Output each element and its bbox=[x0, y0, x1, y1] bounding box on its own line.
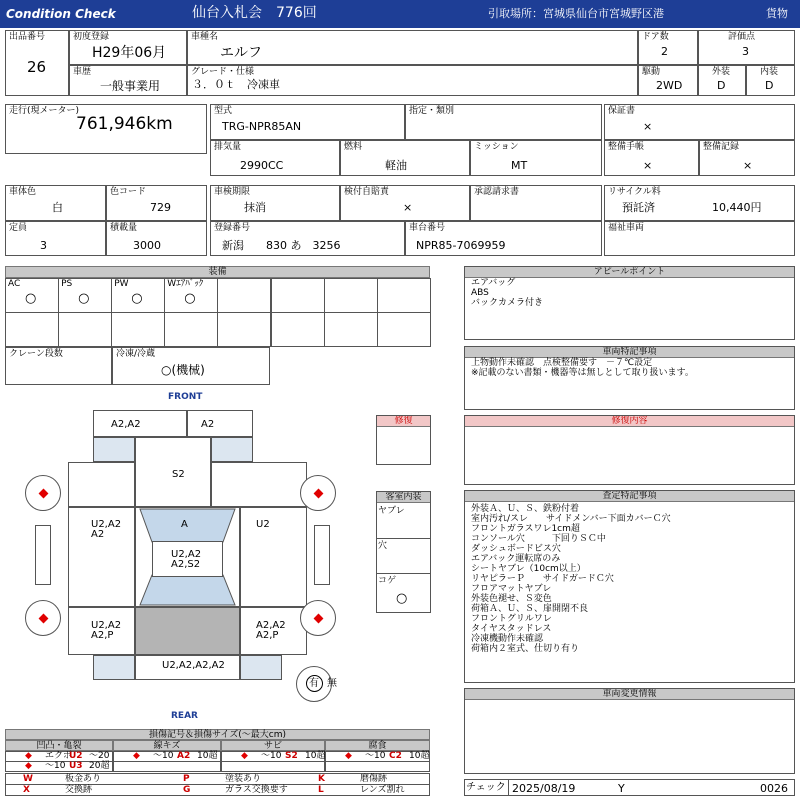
equipment-title: 装備 bbox=[5, 266, 430, 278]
burn-label: コゲ bbox=[378, 576, 397, 586]
equipment-slot bbox=[217, 312, 271, 347]
legend-group-title: 腐食 bbox=[325, 740, 430, 751]
load-label: 積載量 bbox=[110, 223, 138, 233]
side-right-upper bbox=[211, 462, 307, 507]
wheel-front-right-icon bbox=[300, 475, 336, 511]
legend-size-large: 10超 bbox=[197, 751, 218, 761]
plate-label: 登録番号 bbox=[214, 223, 251, 233]
legend-code-letter: X bbox=[23, 785, 30, 795]
damage-hood: S2 bbox=[172, 469, 185, 480]
inspector-line: フロアマットヤブレ bbox=[471, 584, 552, 594]
legend-code-label: U2 bbox=[69, 751, 83, 761]
equipment-value: ○ bbox=[184, 291, 196, 306]
interior-value: D bbox=[765, 79, 774, 92]
interior-divider-1 bbox=[376, 538, 431, 539]
legend-size-large: 〜20 bbox=[89, 751, 110, 761]
inspector-line: 外装色褪せ、Ｓ変色 bbox=[471, 594, 552, 604]
inspector-line: リヤピラーＰ サイドガードＣ穴 bbox=[471, 574, 614, 584]
color-label: 車体色 bbox=[9, 187, 37, 197]
equipment-slot bbox=[377, 312, 431, 347]
recycle-label: リサイクル料 bbox=[608, 187, 661, 197]
interior-divider-2 bbox=[376, 573, 431, 574]
interior-label: 内装 bbox=[760, 67, 779, 77]
change-title: 車両変更情報 bbox=[465, 689, 794, 700]
legend-code-meaning: 交換跡 bbox=[65, 785, 93, 795]
drive-value: 2WD bbox=[656, 79, 683, 92]
frame-label: 車台番号 bbox=[409, 223, 446, 233]
rear-fender-right bbox=[240, 655, 282, 680]
repair-title: 修復 bbox=[377, 416, 430, 427]
damage-front-right: A2 bbox=[201, 419, 215, 430]
inspector-line: フロントグリルワレ bbox=[471, 614, 552, 624]
crane-label: クレーン段数 bbox=[9, 349, 63, 359]
code-label: 色コード bbox=[110, 187, 147, 197]
damage-right-door: U2 bbox=[256, 519, 270, 530]
equipment-slot bbox=[5, 312, 59, 347]
legend-title: 損傷記号＆損傷サイズ(〜最大cm) bbox=[5, 729, 430, 740]
fuel-label: 燃料 bbox=[344, 142, 363, 152]
legend-code-letter: K bbox=[318, 774, 325, 784]
mission-value: MT bbox=[511, 159, 528, 172]
history-value: 一般事業用 bbox=[100, 79, 161, 93]
inspector-line: タイヤスタッドレス bbox=[471, 624, 552, 634]
equipment-label: Wｴｱﾊﾞｯｸ bbox=[167, 279, 204, 289]
legend-code-letter: P bbox=[183, 774, 190, 784]
legend-code-meaning: 塗装あり bbox=[225, 774, 262, 784]
warranty-label: 保証書 bbox=[608, 106, 636, 116]
legend-cell bbox=[113, 761, 221, 772]
plate-value: 新潟 830 あ 3256 bbox=[222, 239, 341, 252]
inspector-line: エアバック運転席のみ bbox=[471, 554, 561, 564]
rear-label: REAR bbox=[171, 711, 198, 721]
header-title: 仙台入札会 776回 bbox=[192, 5, 317, 21]
type-value: TRG-NPR85AN bbox=[222, 120, 302, 133]
inspector-line: ダッシュボードビス穴 bbox=[471, 544, 561, 554]
lot-label: 出品番号 bbox=[9, 32, 46, 42]
inspector-title: 査定特記事項 bbox=[465, 491, 794, 502]
fender-left-front bbox=[93, 437, 135, 462]
legend-size-small: 〜10 bbox=[261, 751, 282, 761]
legend-group-title: 線キズ bbox=[113, 740, 221, 751]
legend-code-meaning: レンズ割れ bbox=[360, 785, 405, 795]
damage-right-rear: A2,A2 A2,P bbox=[256, 620, 286, 641]
spare-yes: 有 bbox=[309, 678, 319, 689]
legend-size-large: 20超 bbox=[89, 761, 110, 771]
type-label: 型式 bbox=[214, 106, 233, 116]
equipment-value: ○ bbox=[131, 291, 143, 306]
model-label: 車種名 bbox=[191, 32, 219, 42]
inspector-line: 荷箱内２室式、仕切り有り bbox=[471, 644, 580, 654]
inspector-line: コンソール穴 下回りＳＣ中 bbox=[471, 534, 606, 544]
fridge-label: 冷凍/冷蔵 bbox=[116, 349, 156, 359]
reg-value: H29年06月 bbox=[92, 45, 167, 61]
change-panel bbox=[464, 688, 795, 774]
approval-label: 承認請求書 bbox=[474, 187, 520, 197]
equipment-slot bbox=[324, 278, 378, 313]
equipment-slot bbox=[58, 312, 112, 347]
inspector-line: 荷箱Ａ、Ｕ、Ｓ、扉開閉不良 bbox=[471, 604, 589, 614]
fender-right-front bbox=[211, 437, 253, 462]
legend-code-letter: L bbox=[318, 785, 324, 795]
equipment-slot bbox=[271, 312, 325, 347]
repair-panel bbox=[376, 415, 431, 465]
doors-value: 2 bbox=[661, 45, 668, 58]
equipment-slot bbox=[217, 278, 271, 313]
legend-size-small: 〜10 bbox=[153, 751, 174, 761]
front-bumper-right bbox=[187, 410, 253, 437]
manual-label: 整備手帳 bbox=[608, 142, 645, 152]
special-panel bbox=[464, 346, 795, 410]
legend-cell bbox=[325, 761, 430, 772]
inspector-line: シートヤブレ（10cm以上） bbox=[471, 564, 586, 574]
damage-front-left: A2,A2 bbox=[111, 419, 141, 430]
special-title: 車両特記事項 bbox=[465, 347, 794, 358]
legend-group-title: 凹凸・亀裂 bbox=[5, 740, 113, 751]
equipment-value: ○ bbox=[78, 291, 90, 306]
wheel-rear-right-icon bbox=[300, 600, 336, 636]
front-label: FRONT bbox=[168, 392, 203, 402]
damage-windshield: A bbox=[181, 519, 188, 530]
record-value: × bbox=[743, 159, 753, 172]
reg-label: 初度登録 bbox=[73, 32, 110, 42]
grade-value: ３．０ｔ 冷凍車 bbox=[192, 78, 280, 91]
model-value: エルフ bbox=[220, 45, 262, 61]
equipment-slot bbox=[377, 278, 431, 313]
inspector-line: 冷凍機動作未確認 bbox=[471, 634, 544, 644]
displacement-label: 排気量 bbox=[214, 142, 242, 152]
header-class: 貨物 bbox=[766, 7, 788, 20]
inspector-line: 外装Ａ、Ｕ、Ｓ、鉄粉付着 bbox=[471, 504, 580, 514]
appeal-line: エアバッグ bbox=[471, 278, 516, 288]
legend-code-meaning: ガラス交換要す bbox=[225, 785, 288, 795]
repair-content-title: 修復内容 bbox=[465, 416, 794, 427]
load-value: 3000 bbox=[133, 239, 161, 252]
record-label: 整備記録 bbox=[703, 142, 740, 152]
exterior-value: D bbox=[717, 79, 726, 92]
check-divider bbox=[508, 779, 509, 796]
legend-mark: ◆ bbox=[345, 751, 352, 761]
exterior-label: 外装 bbox=[712, 67, 731, 77]
mileage-value: 761,946km bbox=[76, 114, 173, 134]
check-date: 2025/08/19 bbox=[512, 782, 576, 795]
legend-code-label: C2 bbox=[389, 751, 402, 761]
liability-value: × bbox=[403, 201, 413, 214]
score-value: 3 bbox=[742, 45, 749, 58]
legend-size-large: 10超 bbox=[305, 751, 326, 761]
check-code: 0026 bbox=[760, 782, 788, 795]
legend-code-meaning: 板金あり bbox=[65, 774, 102, 784]
designation-label: 指定・類別 bbox=[409, 106, 455, 116]
burn-value: ○ bbox=[396, 591, 408, 606]
legend-mark: ◆ bbox=[25, 751, 32, 761]
repair-content-panel bbox=[464, 415, 795, 485]
check-flag: Y bbox=[618, 782, 625, 795]
damage-left-door: U2,A2 A2 bbox=[91, 519, 122, 540]
appeal-title: アピールポイント bbox=[465, 267, 794, 278]
side-left-upper bbox=[68, 462, 135, 507]
special-line: ※記載のない書類・機器等は無しとして取り扱います。 bbox=[471, 368, 694, 378]
side-mirror-right bbox=[314, 525, 330, 585]
fuel-value: 軽油 bbox=[385, 159, 407, 172]
equipment-slot bbox=[324, 312, 378, 347]
legend-code-meaning: 磨傷跡 bbox=[360, 774, 388, 784]
equipment-slot bbox=[164, 312, 218, 347]
equipment-label: PS bbox=[61, 279, 73, 289]
legend-size-small: エクボ bbox=[45, 751, 73, 761]
mission-label: ミッション bbox=[474, 142, 519, 152]
legend-code-label: S2 bbox=[285, 751, 298, 761]
manual-value: × bbox=[643, 159, 653, 172]
capacity-label: 定員 bbox=[9, 223, 28, 233]
legend-size-small: 〜10 bbox=[365, 751, 386, 761]
legend-group-title: サビ bbox=[221, 740, 325, 751]
inspector-line: 室内汚れ/スレ サイドメンバー下面カバーＣ穴 bbox=[471, 514, 671, 524]
recycle-fee: 10,440円 bbox=[712, 201, 762, 214]
legend-mark: ◆ bbox=[241, 751, 248, 761]
fridge-value: ○(機械) bbox=[161, 363, 205, 377]
roof-rear-panel bbox=[135, 607, 240, 655]
rear-fender-left bbox=[93, 655, 135, 680]
score-label: 評価点 bbox=[728, 32, 756, 42]
appeal-line: ABS bbox=[471, 288, 489, 298]
legend-code-label: A2 bbox=[177, 751, 191, 761]
liability-label: 検付自賠責 bbox=[344, 187, 390, 197]
history-label: 車歴 bbox=[73, 67, 92, 77]
capacity-value: 3 bbox=[40, 239, 47, 252]
equipment-slot bbox=[271, 278, 325, 313]
side-mirror-left bbox=[35, 525, 51, 585]
equipment-slot bbox=[111, 312, 165, 347]
hole-label: 穴 bbox=[378, 541, 388, 551]
legend-code-letter: G bbox=[183, 785, 191, 795]
damage-left-rear: U2,A2 A2,P bbox=[91, 620, 122, 641]
drive-label: 駆動 bbox=[642, 67, 661, 77]
equipment-value: ○ bbox=[25, 291, 37, 306]
frame-value: NPR85-7069959 bbox=[416, 239, 506, 252]
color-value: 白 bbox=[52, 201, 63, 214]
warranty-value: × bbox=[643, 120, 653, 133]
grade-label: グレード・仕様 bbox=[191, 67, 255, 77]
mileage-label: 走行(現メーター) bbox=[9, 106, 80, 116]
spare-no: 無 bbox=[327, 678, 337, 689]
tear-label: ヤブレ bbox=[378, 506, 405, 516]
recycle-status: 預託済 bbox=[622, 201, 655, 214]
equipment-label: PW bbox=[114, 279, 129, 289]
interior-title: 客室内装 bbox=[377, 492, 430, 503]
header-left: Condition Check bbox=[6, 7, 116, 21]
damage-cabin-center: U2,A2 A2,S2 bbox=[171, 549, 202, 570]
inspector-line: フロントガラスワレ1cm超 bbox=[471, 524, 580, 534]
displacement-value: 2990CC bbox=[240, 159, 284, 172]
special-line: 上物動作未確認 点検整備要す －７℃設定 bbox=[471, 358, 653, 368]
legend-mark: ◆ bbox=[133, 751, 140, 761]
doors-label: ドア数 bbox=[642, 32, 669, 42]
damage-rear-bumper: U2,A2,A2,A2 bbox=[162, 660, 225, 671]
right-door-panel bbox=[240, 507, 307, 607]
wheel-rear-left-icon bbox=[25, 600, 61, 636]
legend-code-letter: W bbox=[23, 774, 33, 784]
welfare-label: 福祉車両 bbox=[608, 223, 645, 233]
legend-size-large: 10超 bbox=[409, 751, 430, 761]
code-value: 729 bbox=[150, 201, 171, 214]
appeal-panel bbox=[464, 266, 795, 340]
inspection-label: 車検期限 bbox=[214, 187, 251, 197]
inspection-value: 抹消 bbox=[244, 201, 266, 214]
header-place: 引取場所：宮城県仙台市宮城野区港 bbox=[488, 7, 664, 20]
wheel-front-left-icon bbox=[25, 475, 61, 511]
check-label: チェック bbox=[466, 782, 506, 793]
equipment-label: AC bbox=[8, 279, 21, 289]
legend-cell bbox=[221, 761, 325, 772]
legend-size-small: 〜10 bbox=[45, 761, 66, 771]
inspector-panel bbox=[464, 490, 795, 683]
header-bar bbox=[0, 0, 800, 28]
legend-mark: ◆ bbox=[25, 761, 32, 771]
legend-code-label: U3 bbox=[69, 761, 83, 771]
lot-number: 26 bbox=[27, 58, 47, 76]
appeal-line: バックカメラ付き bbox=[471, 298, 544, 308]
